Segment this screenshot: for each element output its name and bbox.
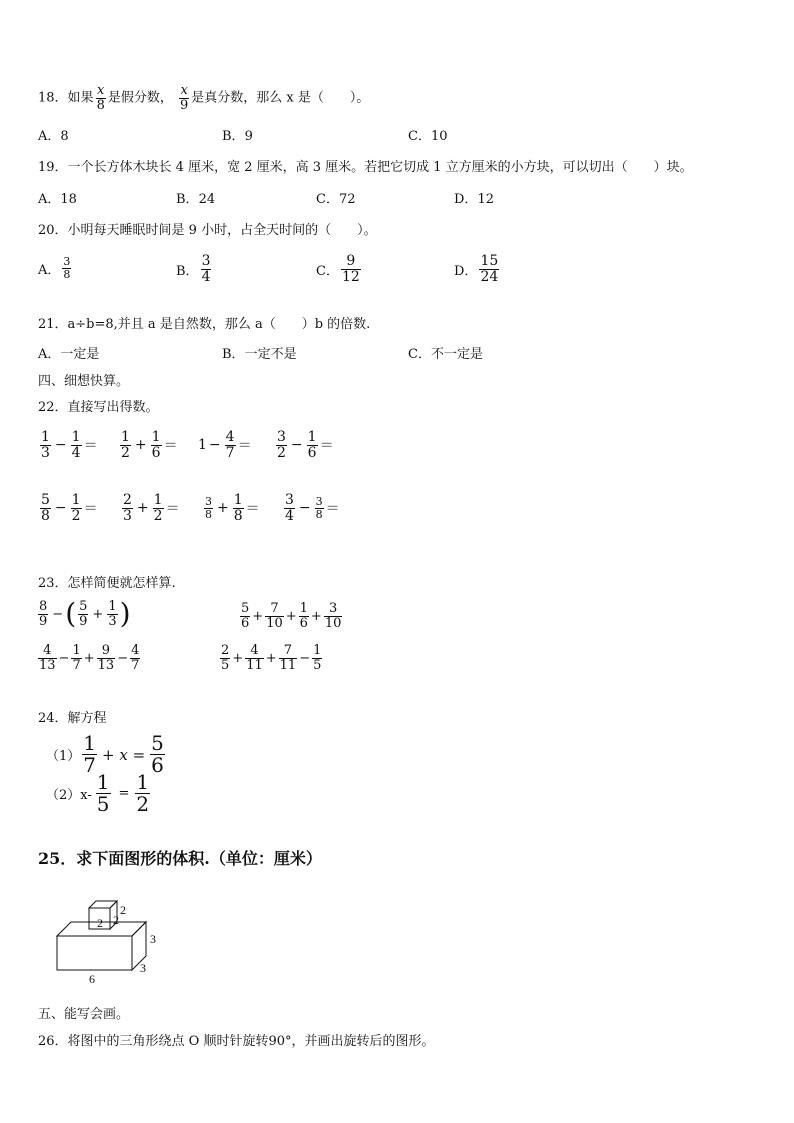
- q19-option-c[interactable]: C．72: [316, 192, 356, 207]
- q23-expr-3: $\frac{4}{13}$ − $\frac{1}{7}$ + $\frac{9}{13}$ − $\frac{4}{7}$: [39, 643, 140, 673]
- section-5-heading: 五、能写会画。: [38, 1007, 130, 1022]
- section-4-heading: 四、细想快算。: [38, 374, 130, 389]
- q22-expr-4: $\frac{3}{2}$ − $\frac{1}{6}$ ＝: [277, 429, 334, 461]
- q20-option-d[interactable]: D． $\frac{15}{24}$: [454, 253, 499, 285]
- q20-text: 20．小明每天睡眠时间是 9 小时，占全天时间的（ ）。: [38, 223, 377, 238]
- q26-text: 26．将图中的三角形绕点 O 顺时针旋转90°，并画出旋转后的图形。: [38, 1034, 435, 1049]
- label-big-length: 6: [89, 972, 95, 986]
- label-small-top: 2: [120, 903, 126, 917]
- q22-expr-5: $\frac{5}{8}$ − $\frac{1}{2}$ ＝: [41, 492, 98, 524]
- q23-text: 23．怎样简便就怎样算.: [38, 576, 176, 591]
- q24-equation-1: （1） $\frac{1}{7}$ + x = $\frac{5}{6}$: [46, 731, 164, 777]
- q23-expr-1: $\frac{8}{9}$ − ( $\frac{5}{9}$ + $\frac{1}{3}$ ): [39, 597, 131, 631]
- q25-solid-figure: [50, 893, 170, 988]
- q19-option-a[interactable]: A．18: [38, 192, 77, 207]
- q18-line: 18．如果 $\frac{x}{8}$ 是假分数， $\frac{x}{9}$ 是真分数，那么 x 是（ ）。: [38, 83, 370, 113]
- q20-option-c[interactable]: C． $\frac{9}{12}$: [316, 253, 360, 285]
- q18-option-a[interactable]: A．8: [38, 129, 69, 144]
- q18-option-c[interactable]: C．10: [408, 129, 448, 144]
- q21-option-b[interactable]: B．一定不是: [222, 347, 297, 362]
- q19-option-b[interactable]: B．24: [176, 192, 216, 207]
- q23-expr-4: $\frac{2}{5}$ + $\frac{4}{11}$ + $\frac{7}{11}$ − $\frac{1}{5}$: [221, 643, 322, 673]
- q22-expr-8: $\frac{3}{4}$ − $\frac{3}{8}$ ＝: [285, 492, 340, 524]
- q25-text: 25．求下面图形的体积.（单位：厘米）: [38, 849, 322, 868]
- q22-expr-2: $\frac{1}{2}$ + $\frac{1}{6}$ ＝: [121, 429, 178, 461]
- fraction-x-8: $\frac{x}{8}$: [96, 83, 105, 113]
- big-box-front: [57, 936, 132, 970]
- q24-text: 24．解方程: [38, 711, 107, 726]
- q21-option-a[interactable]: A．一定是: [38, 347, 100, 362]
- q22-expr-3: 1 − $\frac{4}{7}$ ＝: [198, 429, 252, 461]
- q19-text: 19．一个长方体木块长 4 厘米，宽 2 厘米，高 3 厘米。若把它切成 1 立方厘米的小方块，可以切出（ ）块。: [38, 160, 693, 175]
- label-big-height: 3: [150, 932, 156, 946]
- q20-option-b[interactable]: B． $\frac{3}{4}$: [176, 253, 211, 285]
- q18-option-b[interactable]: B．9: [222, 129, 253, 144]
- q24-equation-2: （2）x- $\frac{1}{5}$ = $\frac{1}{2}$: [46, 770, 150, 816]
- label-small-front: 2: [97, 916, 103, 930]
- q22-expr-6: $\frac{2}{3}$ + $\frac{1}{2}$ ＝: [123, 492, 180, 524]
- label-big-depth: 3: [140, 961, 146, 975]
- q23-expr-2: $\frac{5}{6}$ + $\frac{7}{10}$ + $\frac{1}{6}$ + $\frac{3}{10}$: [241, 601, 342, 631]
- q22-expr-7: $\frac{3}{8}$ + $\frac{1}{8}$ ＝: [205, 492, 260, 524]
- q22-expr-1: $\frac{1}{3}$ − $\frac{1}{4}$ ＝: [41, 429, 98, 461]
- q22-text: 22．直接写出得数。: [38, 400, 159, 415]
- q21-text: 21．a÷b=8,并且 a 是自然数，那么 a（ ）b 的倍数.: [38, 317, 371, 332]
- q20-option-a[interactable]: A． $\frac{3}{8}$: [38, 255, 71, 281]
- q21-option-c[interactable]: C．不一定是: [408, 347, 483, 362]
- q18-number: 18．: [38, 90, 68, 106]
- fraction-x-9: $\frac{x}{9}$: [180, 83, 189, 113]
- label-small-side: 2: [113, 913, 119, 927]
- q19-option-d[interactable]: D．12: [454, 192, 494, 207]
